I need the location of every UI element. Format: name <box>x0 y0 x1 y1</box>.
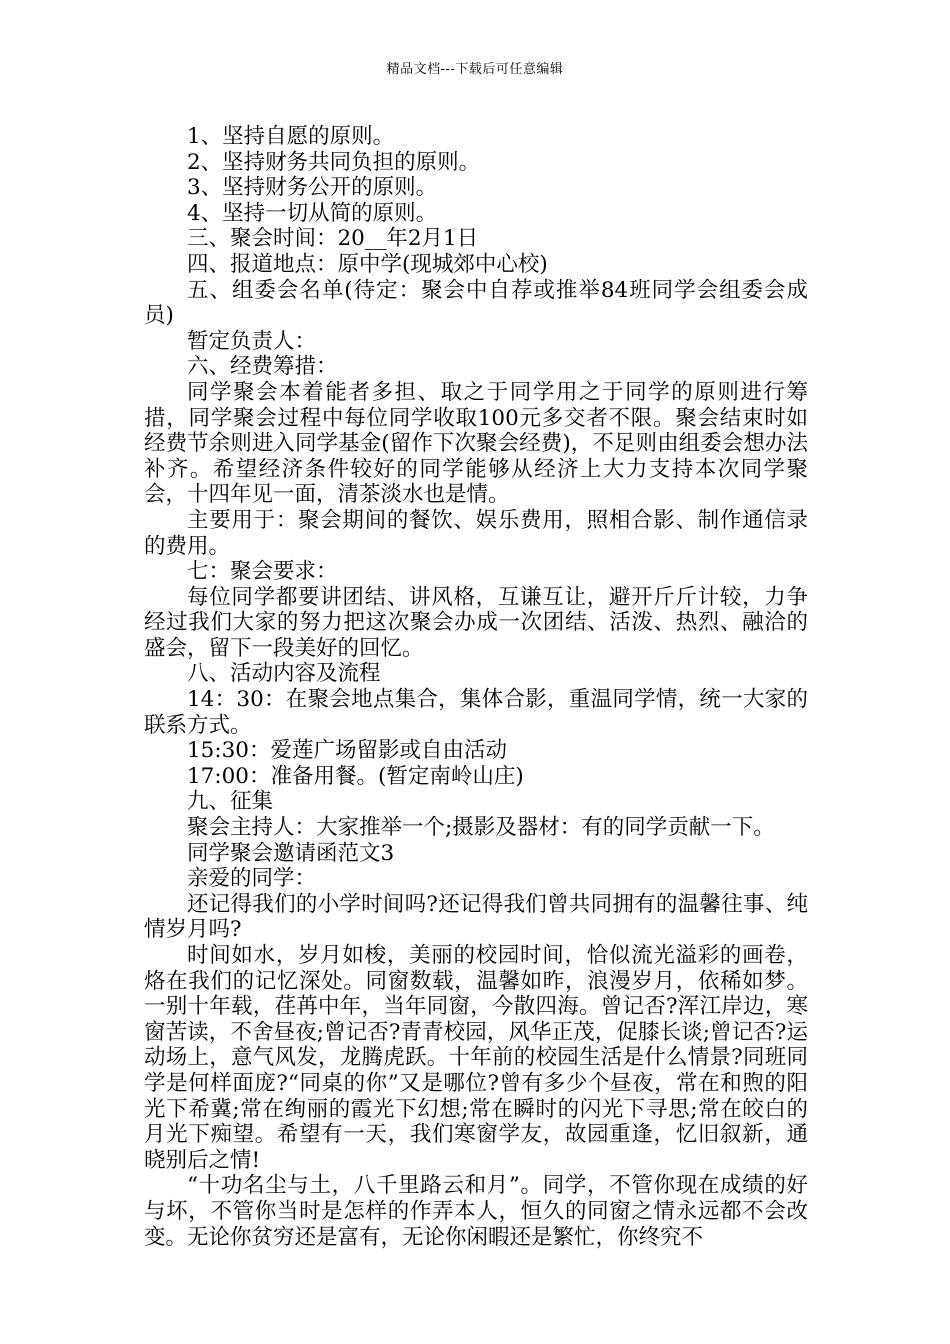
paragraph: 主要用于：聚会期间的餐饮、娱乐费用，照相合影、制作通信录的费用。 <box>144 507 808 559</box>
paragraph: 还记得我们的小学时间吗?还记得我们曾共同拥有的温馨往事、纯情岁月吗? <box>144 891 808 943</box>
document-body <box>144 124 808 1250</box>
paragraph: 2、坚持财务共同负担的原则。 <box>187 149 481 175</box>
paragraph: 三、聚会时间：20__年2月1日 <box>187 226 479 252</box>
paragraph: 17:00：准备用餐。(暂定南岭山庄) <box>187 763 524 789</box>
paragraph: 时间如水，岁月如梭，美丽的校园时间，恰似流光溢彩的画卷，烙在我们的记忆深处。同窗数载，温馨如昨，浪漫岁月，依稀如梦。一别十年载，荏苒中年，当年同窗，今散四海。曾记否?浑江岸边，寒窗苦读，不舍昼夜;曾记否?青青校园，风华正茂，促膝长谈;曾记否?运动场上，意气风发，龙腾虎跃。十年前的校园生活是什么情景?同班同学是何样面庞?“同桌的你”又是哪位?曾有多少个昼夜，常在和煦的阳光下希冀;常在绚丽的霞光下幻想;常在瞬时的闪光下寻思;常在皎白的月光下痴望。希望有一天，我们寒窗学友，故园重逢，忆旧叙新，通晓别后之情! <box>144 943 808 1173</box>
paragraph: 四、报道地点：原中学(现城郊中心校) <box>187 251 548 277</box>
paragraph: 同学聚会本着能者多担、取之于同学用之于同学的原则进行筹措，同学聚会过程中每位同学收取100元多交者不限。聚会结束时如经费节余则进入同学基金(留作下次聚会经费)，不足则由组委会想办法补齐。希望经济条件较好的同学能够从经济上大力支持本次同学聚会，十四年见一面，清茶淡水也是情。 <box>144 379 808 508</box>
paragraph: 七：聚会要求： <box>187 559 338 585</box>
paragraph: 4、坚持一切从简的原则。 <box>187 200 438 226</box>
paragraph: 五、组委会名单(待定：聚会中自荐或推举84班同学会组委会成员) <box>144 277 808 329</box>
paragraph: 六、经费筹措： <box>187 354 338 380</box>
page-header: 精品文档---下载后可任意编辑 <box>386 62 564 77</box>
paragraph: 3、坚持财务公开的原则。 <box>187 175 438 201</box>
paragraph: 14：30：在聚会地点集合，集体合影，重温同学情，统一大家的联系方式。 <box>144 687 808 738</box>
paragraph: 每位同学都要讲团结、讲风格，互谦互让，避开斤斤计较，力争经过我们大家的努力把这次聚会办成一次团结、活泼、热烈、融洽的盛会，留下一段美好的回忆。 <box>144 584 808 661</box>
paragraph: 亲爱的同学： <box>187 866 317 892</box>
paragraph: 聚会主持人：大家推举一个;摄影及器材：有的同学贡献一下。 <box>187 815 775 841</box>
paragraph: “十功名尘与土，八千里路云和月”。同学，不管你现在成绩的好与坏，不管你当时是怎样的作弄本人，恒久的同窗之情永远都不会改变。无论你贫穷还是富有，无论你闲暇还是繁忙，你终究不 <box>144 1173 808 1250</box>
paragraph: 同学聚会邀请函范文3 <box>187 840 395 866</box>
paragraph: 暂定负责人： <box>187 328 317 354</box>
paragraph: 八、活动内容及流程 <box>187 661 381 687</box>
paragraph: 1、坚持自愿的原则。 <box>187 124 395 149</box>
paragraph: 15:30：爱莲广场留影或自由活动 <box>187 738 507 764</box>
paragraph: 九、征集 <box>187 789 274 815</box>
